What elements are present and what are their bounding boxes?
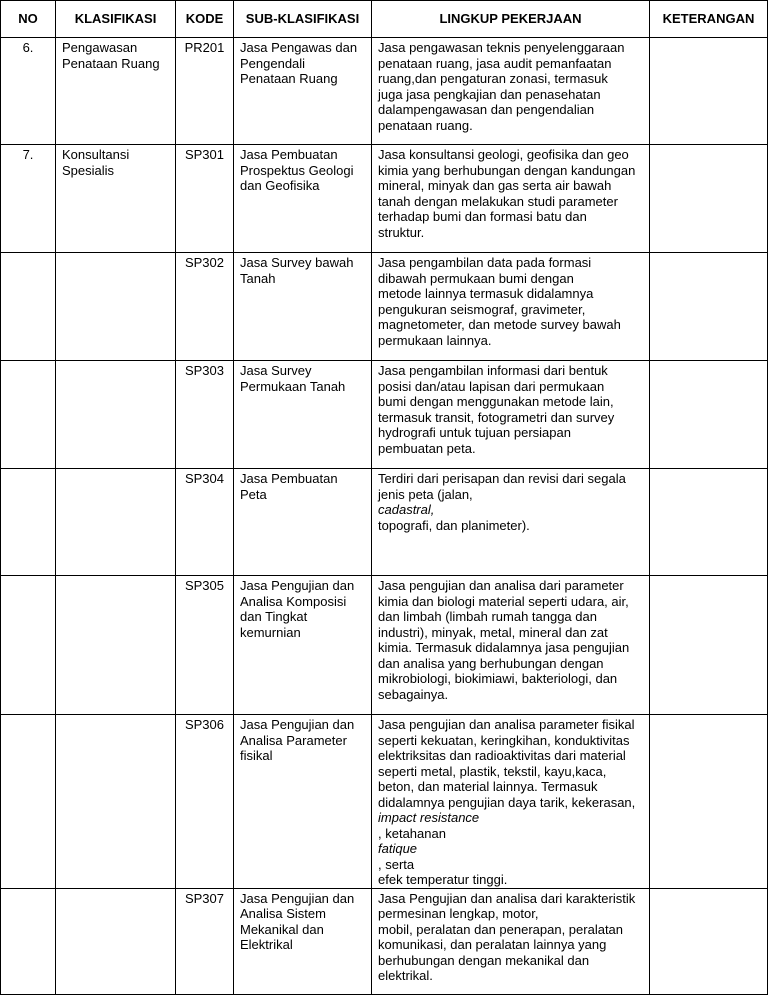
cell-kode: SP306	[176, 715, 234, 889]
cell-sub-klasifikasi: Jasa Pengujian dan Analisa Komposisi dan Tingkat kemurnian	[234, 576, 372, 715]
cell-sub-klasifikasi: Jasa Survey bawah Tanah	[234, 253, 372, 361]
cell-lingkup-pekerjaan: Terdiri dari perisapan dan revisi dari segala jenis peta (jalan, cadastral, topografi, dan planimeter).	[372, 469, 650, 576]
table-row	[1, 253, 768, 361]
table-header-row	[1, 1, 768, 38]
table-row	[1, 469, 768, 576]
cell-kode: SP304	[176, 469, 234, 576]
cell-lingkup-pekerjaan: Jasa pengujian dan analisa parameter fisikal seperti kekuatan, keringkihan, konduktivitas elektriksitas dan radioaktivitas dari material seperti metal, plastik, tekstil, kayu,kaca, beton, dan material lainnya. Termasuk didalamnya pengujian daya tarik, kekerasan, impact resistance , ketahanan fatique , serta efek temperatur tinggi.	[372, 715, 650, 889]
cell-keterangan	[650, 361, 768, 469]
cell-keterangan	[650, 38, 768, 145]
cell-sub-klasifikasi: Jasa Pengawas dan Pengendali Penataan Ruang	[234, 38, 372, 145]
cell-lingkup-pekerjaan: Jasa pengujian dan analisa dari parameter kimia dan biologi material seperti udara, air, dan limbah (limbah rumah tangga dan industri), minyak, metal, mineral dan zat kimia. Termasuk didalamnya jasa pengujian dan analisa yang berhubungan dengan mikrobiologi, biokimiawi, bakteriologi, dan sebagainya.	[372, 576, 650, 715]
cell-kode: PR201	[176, 38, 234, 145]
cell-keterangan	[650, 576, 768, 715]
cell-no	[1, 888, 56, 994]
cell-klasifikasi	[56, 576, 176, 715]
cell-lingkup-pekerjaan: Jasa konsultansi geologi, geofisika dan geo kimia yang berhubungan dengan kandungan mineral, minyak dan gas serta air bawah tanah dengan melakukan studi parameter terhadap bumi dan formasi batu dan struktur.	[372, 145, 650, 253]
cell-lingkup-pekerjaan: Jasa pengawasan teknis penyelenggaraan penataan ruang, jasa audit pemanfaatan ruang,dan pengaturan zonasi, termasuk juga jasa pengkajian dan penasehatan dalampengawasan dan pengendalian penataan ruang.	[372, 38, 650, 145]
cell-sub-klasifikasi: Jasa Pengujian dan Analisa Sistem Mekanikal dan Elektrikal	[234, 888, 372, 994]
header-sub-klasifikasi: SUB-KLASIFIKASI	[234, 1, 372, 38]
cell-klasifikasi	[56, 469, 176, 576]
cell-kode: SP307	[176, 888, 234, 994]
table-row	[1, 715, 768, 889]
header-keterangan: KETERANGAN	[650, 1, 768, 38]
cell-klasifikasi	[56, 715, 176, 889]
table-row	[1, 361, 768, 469]
cell-klasifikasi	[56, 888, 176, 994]
cell-keterangan	[650, 715, 768, 889]
cell-klasifikasi	[56, 253, 176, 361]
table-row	[1, 576, 768, 715]
cell-no: 7.	[1, 145, 56, 253]
cell-keterangan	[650, 888, 768, 994]
cell-kode: SP301	[176, 145, 234, 253]
table-row	[1, 888, 768, 994]
cell-no	[1, 253, 56, 361]
cell-sub-klasifikasi: Jasa Pengujian dan Analisa Parameter fisikal	[234, 715, 372, 889]
header-lingkup-pekerjaan: LINGKUP PEKERJAAN	[372, 1, 650, 38]
cell-keterangan	[650, 145, 768, 253]
cell-sub-klasifikasi: Jasa Pembuatan Peta	[234, 469, 372, 576]
table-row	[1, 38, 768, 145]
cell-no	[1, 715, 56, 889]
cell-sub-klasifikasi: Jasa Pembuatan Prospektus Geologi dan Geofisika	[234, 145, 372, 253]
cell-lingkup-pekerjaan: Jasa Pengujian dan analisa dari karakteristik permesinan lengkap, motor, mobil, peralatan dan penerapan, peralatan komunikasi, dan peralatan lainnya yang berhubungan dengan mekanikal dan elektrikal.	[372, 888, 650, 994]
header-no: NO	[1, 1, 56, 38]
cell-no	[1, 361, 56, 469]
table-row	[1, 145, 768, 253]
cell-lingkup-pekerjaan: Jasa pengambilan informasi dari bentuk posisi dan/atau lapisan dari permukaan bumi dengan menggunakan metode lain, termasuk transit, fotogrametri dan survey hydrografi untuk tujuan persiapan pembuatan peta.	[372, 361, 650, 469]
header-klasifikasi: KLASIFIKASI	[56, 1, 176, 38]
cell-sub-klasifikasi: Jasa Survey Permukaan Tanah	[234, 361, 372, 469]
cell-kode: SP303	[176, 361, 234, 469]
cell-keterangan	[650, 253, 768, 361]
cell-klasifikasi: Konsultansi Spesialis	[56, 145, 176, 253]
cell-no: 6.	[1, 38, 56, 145]
cell-lingkup-pekerjaan: Jasa pengambilan data pada formasi dibawah permukaan bumi dengan metode lainnya termasuk didalamnya pengukuran seismograf, gravimeter, magnetometer, dan metode survey bawah permukaan lainnya.	[372, 253, 650, 361]
cell-keterangan	[650, 469, 768, 576]
cell-klasifikasi: Pengawasan Penataan Ruang	[56, 38, 176, 145]
cell-kode: SP302	[176, 253, 234, 361]
header-kode: KODE	[176, 1, 234, 38]
cell-no	[1, 576, 56, 715]
cell-kode: SP305	[176, 576, 234, 715]
cell-klasifikasi	[56, 361, 176, 469]
cell-no	[1, 469, 56, 576]
